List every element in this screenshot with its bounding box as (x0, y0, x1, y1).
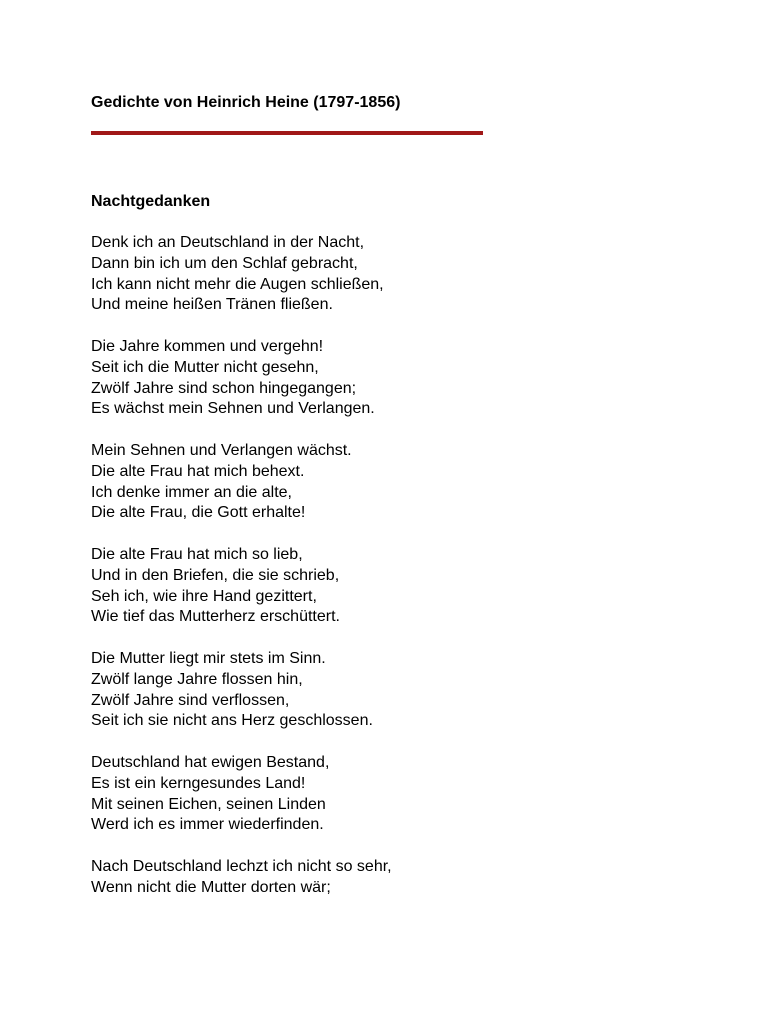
stanza-4 (91, 545, 392, 628)
poem-line: Dann bin ich um den Schlaf gebracht, (91, 254, 358, 272)
poem-line: Es ist ein kerngesundes Land! (91, 774, 306, 792)
stanza-3 (91, 441, 392, 524)
poem-line: Mit seinen Eichen, seinen Linden (91, 795, 326, 813)
poem-line: Die alte Frau hat mich so lieb, (91, 545, 303, 563)
poem-line: Die Jahre kommen und vergehn! (91, 337, 324, 355)
poem-line: Es wächst mein Sehnen und Verlangen. (91, 400, 375, 418)
poem-line: Seit ich sie nicht ans Herz geschlossen. (91, 712, 373, 730)
poem-line: Ich kann nicht mehr die Augen schließen, (91, 275, 384, 293)
poem-body (91, 233, 392, 919)
poem-line: Mein Sehnen und Verlangen wächst. (91, 441, 352, 459)
poem-line: Wenn nicht die Mutter dorten wär; (91, 878, 331, 896)
poem-line: Die alte Frau hat mich behext. (91, 462, 305, 480)
stanza-6 (91, 753, 392, 836)
poem-line: Denk ich an Deutschland in der Nacht, (91, 234, 365, 251)
poem-line: Die alte Frau, die Gott erhalte! (91, 504, 306, 522)
poem-line: Werd ich es immer wiederfinden. (91, 816, 324, 834)
poem-line: Nach Deutschland lechzt ich nicht so sehr, (91, 857, 392, 875)
stanza-2 (91, 337, 392, 420)
stanza-1 (91, 233, 392, 316)
stanza-5 (91, 649, 392, 732)
poem-line: Zwölf Jahre sind schon hingegangen; (91, 379, 357, 397)
poem-line: Wie tief das Mutterherz erschüttert. (91, 608, 340, 626)
poem-line: Und meine heißen Tränen fließen. (91, 296, 333, 314)
stanza-7 (91, 857, 392, 899)
title-divider (91, 131, 483, 135)
poem-line: Deutschland hat ewigen Bestand, (91, 753, 330, 771)
poem-line: Seh ich, wie ihre Hand gezittert, (91, 587, 317, 605)
poem-line: Ich denke immer an die alte, (91, 483, 292, 501)
poem-line: Seit ich die Mutter nicht gesehn, (91, 358, 319, 376)
poem-line: Zwölf Jahre sind verflossen, (91, 691, 290, 709)
poem-line: Und in den Briefen, die sie schrieb, (91, 566, 340, 584)
document-title: Gedichte von Heinrich Heine (1797-1856) (91, 94, 401, 111)
poem-line: Zwölf lange Jahre flossen hin, (91, 670, 303, 688)
poem-line: Die Mutter liegt mir stets im Sinn. (91, 649, 326, 667)
poem-title: Nachtgedanken (91, 193, 211, 210)
